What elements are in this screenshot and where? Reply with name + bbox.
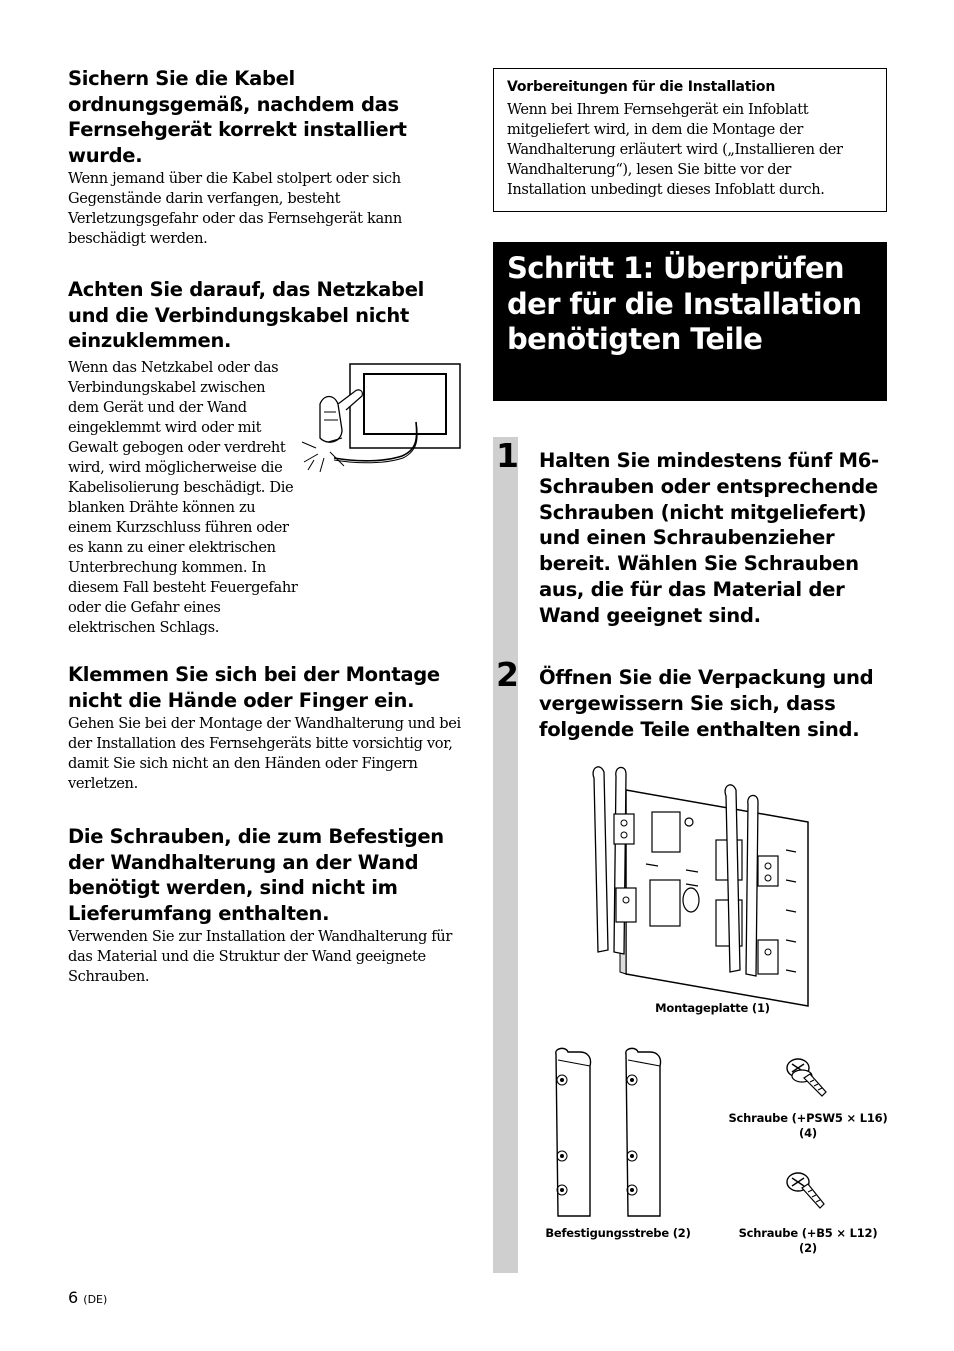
caption-screw-psw5 bbox=[728, 1111, 888, 1141]
section-heading: Klemmen Sie sich bei der Montage nicht die Hände oder Finger ein. bbox=[68, 663, 440, 712]
section-hands-fingers bbox=[68, 662, 463, 794]
caption-mounting-strut: Befestigungsstrebe (2) bbox=[545, 1226, 691, 1240]
box-title: Vorbereitungen für die Installation bbox=[507, 79, 776, 95]
mounting-plate-drawing bbox=[586, 760, 816, 1010]
step-side-bar bbox=[493, 437, 518, 1273]
section-heading: Achten Sie darauf, das Netzkabel und die Verbindungskabel nicht einzuklemmen. bbox=[68, 278, 425, 352]
caption-screw-psw5-line1: Schraube (+PSW5 × L16) bbox=[728, 1111, 888, 1125]
mounting-strut-drawing bbox=[550, 1046, 700, 1221]
caption-screw-psw5-line2: (4) bbox=[799, 1126, 817, 1140]
section-body: Wenn das Netzkabel oder das Verbindungskabel zwischen dem Gerät und der Wand eingeklemmt wird oder mit Gewalt gebogen oder verdreht wird, wird möglicherweise die Kabelisolierung beschädigt. Die blanken Drähte können zu einem Kurzschluss führen oder es kann zu einer elektrischen Unterbrechung kommen. In diesem Fall besteht Feuergefahr oder die Gefahr eines elektrischen Schlags. bbox=[68, 358, 298, 636]
step-text-2: Öffnen Sie die Verpackung und vergewissern Sie sich, dass folgende Teile enthalten sind. bbox=[539, 666, 874, 741]
section-screws-not-included bbox=[68, 824, 463, 987]
step-text-1: Halten Sie mindestens fünf M6-Schrauben oder entsprechende Schrauben (nicht mitgeliefert) und einen Schraubenzieher bereit. Wählen Sie Schrauben aus, die für das Material der Wand geeignet sind. bbox=[539, 449, 879, 627]
step-title: Schritt 1: Überprüfen der für die Installation benötigten Teile bbox=[507, 251, 862, 356]
screw-b5-icon bbox=[784, 1170, 834, 1216]
section-heading: Die Schrauben, die zum Befestigen der Wandhalterung an der Wand benötigt werden, sind nicht im Lieferumfang enthalten. bbox=[68, 825, 444, 925]
pinched-cable-illustration bbox=[298, 358, 466, 488]
screw-psw5-icon bbox=[784, 1056, 834, 1102]
caption-mounting-plate: Montageplatte (1) bbox=[655, 1001, 770, 1015]
section-body: Gehen Sie bei der Montage der Wandhalterung und bei der Installation des Fernsehgeräts bitte vorsichtig vor, damit Sie sich nicht an den Händen oder Fingern verletzen. bbox=[68, 715, 461, 792]
step-title-banner bbox=[493, 242, 887, 401]
box-body: Wenn bei Ihrem Fernsehgerät ein Infoblatt mitgeliefert wird, in dem die Montage der Wandhalterung erläutert wird („Installieren der Wandhalterung“), lesen Sie bitte vor der Installation unbedingt dieses Infoblatt durch. bbox=[507, 101, 843, 198]
page-number-suffix: (DE) bbox=[83, 1293, 108, 1306]
section-body: Verwenden Sie zur Installation der Wandhalterung für das Material und die Struktur der Wand geeignete Schrauben. bbox=[68, 928, 452, 985]
preparation-info-box bbox=[493, 68, 887, 212]
caption-screw-b5: Schraube (+B5 × L12) (2) bbox=[738, 1226, 878, 1255]
step-number-2: 2 bbox=[496, 655, 518, 694]
step-number-1: 1 bbox=[496, 436, 518, 475]
parts-illustration bbox=[540, 760, 890, 1255]
section-body: Wenn jemand über die Kabel stolpert oder sich Gegenstände darin verfangen, besteht Verletzungsgefahr oder das Fernsehgerät kann beschädigt werden. bbox=[68, 170, 402, 247]
section-cables-secure bbox=[68, 66, 463, 249]
page-number bbox=[68, 1288, 107, 1307]
page-number-value: 6 bbox=[68, 1288, 79, 1307]
section-heading: Sichern Sie die Kabel ordnungsgemäß, nachdem das Fernsehgerät korrekt installiert wurde. bbox=[68, 67, 407, 167]
